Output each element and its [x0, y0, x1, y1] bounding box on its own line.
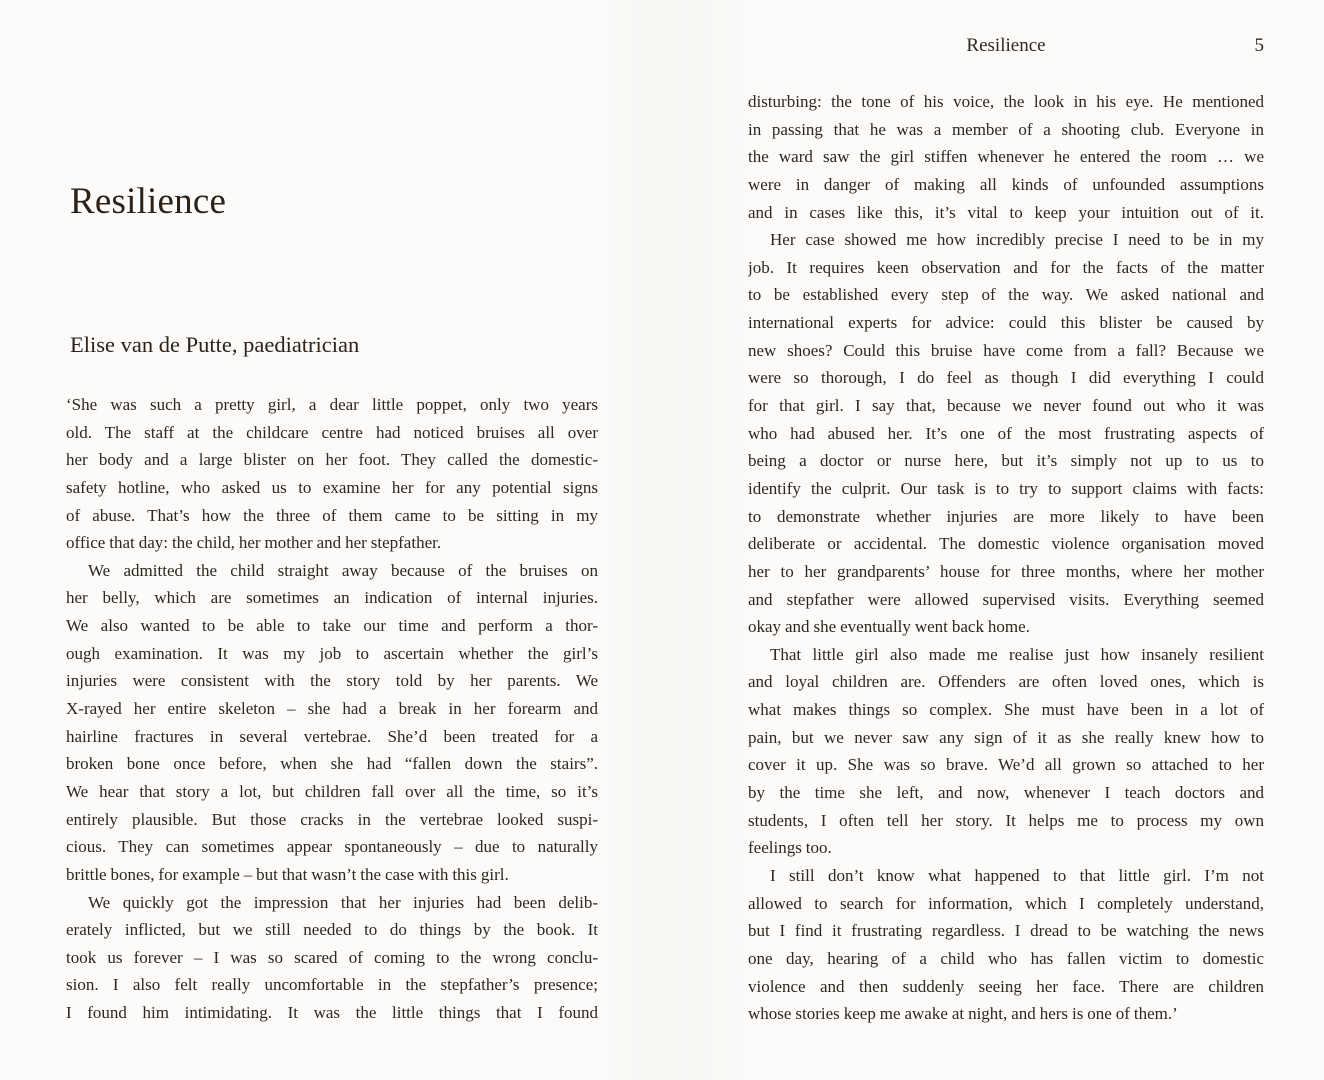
text-line: hairline fractures in several vertebrae. She’d been treated for a	[66, 726, 598, 746]
text-line: office that day: the child, her mother and her stepfather.	[66, 533, 442, 553]
text-line: ‘She was such a pretty girl, a dear little poppet, only two years	[66, 395, 598, 414]
page-gutter-shadow	[598, 0, 748, 1080]
text-line: That little girl also made me realise just how insanely resilient	[770, 644, 1264, 664]
text-line: We hear that story a lot, but children fall over all the time, so it’s	[66, 781, 598, 801]
text-line: to be established every step of the way. We asked national and	[748, 285, 1264, 305]
paragraph	[66, 889, 598, 1027]
text-line: of abuse. That’s how the three of them came to be sitting in my	[66, 505, 598, 525]
paragraph	[748, 862, 1264, 1028]
text-line: whose stories keep me awake at night, and hers is one of them.’	[748, 1004, 1178, 1024]
text-line: We quickly got the impression that her injuries had been delib-	[88, 892, 598, 912]
page-number: 5	[1254, 35, 1264, 56]
text-line: students, I often tell her story. It helps me to process my own	[748, 810, 1264, 830]
text-line: the ward saw the girl stiffen whenever he entered the room … we	[748, 147, 1264, 167]
text-line: and stepfather were allowed supervised visits. Everything seemed	[748, 589, 1264, 609]
text-line: safety hotline, who asked us to examine her for any potential signs	[66, 477, 598, 497]
text-line: X-rayed her entire skeleton – she had a break in her forearm and	[66, 699, 598, 719]
text-line: job. It requires keen observation and for the facts of the matter	[748, 257, 1264, 277]
text-line: took us forever – I was so scared of coming to the wrong conclu-	[66, 947, 598, 967]
text-line: her body and a large blister on her foot. They called the domestic-	[66, 450, 598, 470]
text-line: cover it up. She was so brave. We’d all grown so attached to her	[748, 755, 1264, 775]
text-line: erately inflicted, but we still needed to do things by the book. It	[66, 920, 598, 940]
paragraph	[748, 641, 1264, 862]
running-header-title: Resilience	[966, 35, 1046, 56]
text-line: but I find it frustrating regardless. I dread to be watching the news	[748, 921, 1264, 941]
text-line: ough examination. It was my job to ascertain whether the girl’s	[66, 643, 598, 663]
text-line: international experts for advice: could this blister be caused by	[748, 313, 1264, 333]
left-page	[66, 0, 598, 1080]
text-line: violence and then suddenly seeing her face. There are children	[748, 976, 1264, 996]
author-line: Elise van de Putte, paediatrician	[70, 332, 360, 357]
text-line: new shoes? Could this bruise have come from a fall? Because we	[748, 340, 1264, 360]
text-line: in passing that he was a member of a shooting club. Everyone in	[748, 119, 1264, 139]
text-line: Her case showed me how incredibly precise I need to be in my	[770, 230, 1264, 250]
text-line: broken bone once before, when she had “fallen down the stairs”.	[66, 754, 598, 774]
text-line: by the time she left, and now, whenever I teach doctors and	[748, 783, 1264, 803]
text-line: disturbing: the tone of his voice, the look in his eye. He mentioned	[748, 92, 1264, 111]
right-page-body	[748, 88, 1264, 1028]
text-line: and loyal children are. Offenders are often loved ones, which is	[748, 672, 1264, 692]
text-line: sion. I also felt really uncomfortable in the stepfather’s presence;	[66, 975, 598, 995]
text-line: We also wanted to be able to take our time and perform a thor-	[66, 616, 598, 636]
text-line: deliberate or accidental. The domestic violence organisation moved	[748, 534, 1264, 554]
text-line: for that girl. I say that, because we never found out who it was	[748, 396, 1264, 416]
text-line: cious. They can sometimes appear spontaneously – due to naturally	[66, 837, 598, 857]
paragraph	[66, 557, 598, 889]
text-line: I found him intimidating. It was the little things that I found	[66, 1003, 598, 1023]
text-line: I still don’t know what happened to that little girl. I’m not	[770, 865, 1264, 885]
text-line: one day, hearing of a child who has fallen victim to domestic	[748, 948, 1264, 968]
text-line: her belly, which are sometimes an indication of internal injuries.	[66, 588, 598, 608]
text-line: pain, but we never saw any sign of it as she really knew how to	[748, 727, 1264, 747]
text-line: okay and she eventually went back home.	[748, 617, 1030, 637]
text-line: were in danger of making all kinds of unfounded assumptions	[748, 174, 1264, 194]
text-line: old. The staff at the childcare centre had noticed bruises all over	[66, 422, 598, 442]
text-line: were so thorough, I do feel as though I did everything I could	[748, 368, 1264, 388]
text-line: what makes things so complex. She must have been in a lot of	[748, 700, 1264, 720]
text-line: who had abused her. It’s one of the most frustrating aspects of	[748, 423, 1264, 443]
text-line: We admitted the child straight away because of the bruises on	[88, 560, 598, 580]
text-line: injuries were consistent with the story told by her parents. We	[66, 671, 598, 691]
paragraph	[748, 88, 1264, 226]
text-line: being a doctor or nurse here, but it’s simply not up to us to	[748, 451, 1264, 471]
right-page	[748, 0, 1264, 1080]
text-line: brittle bones, for example – but that wasn’t the case with this girl.	[66, 864, 509, 884]
paragraph	[66, 391, 598, 557]
left-page-body	[66, 391, 598, 1027]
text-line: feelings too.	[748, 838, 832, 858]
text-line: identify the culprit. Our task is to try to support claims with facts:	[748, 478, 1264, 498]
chapter-title: Resilience	[70, 181, 227, 222]
text-line: to demonstrate whether injuries are more likely to have been	[748, 506, 1264, 526]
text-line: her to her grandparents’ house for three months, where her mother	[748, 561, 1264, 581]
text-line: entirely plausible. But those cracks in the vertebrae looked suspi-	[66, 809, 598, 829]
text-line: allowed to search for information, which I completely understand,	[748, 893, 1264, 913]
paragraph	[748, 226, 1264, 641]
text-line: and in cases like this, it’s vital to keep your intuition out of it.	[748, 202, 1264, 222]
running-header	[748, 32, 1264, 60]
